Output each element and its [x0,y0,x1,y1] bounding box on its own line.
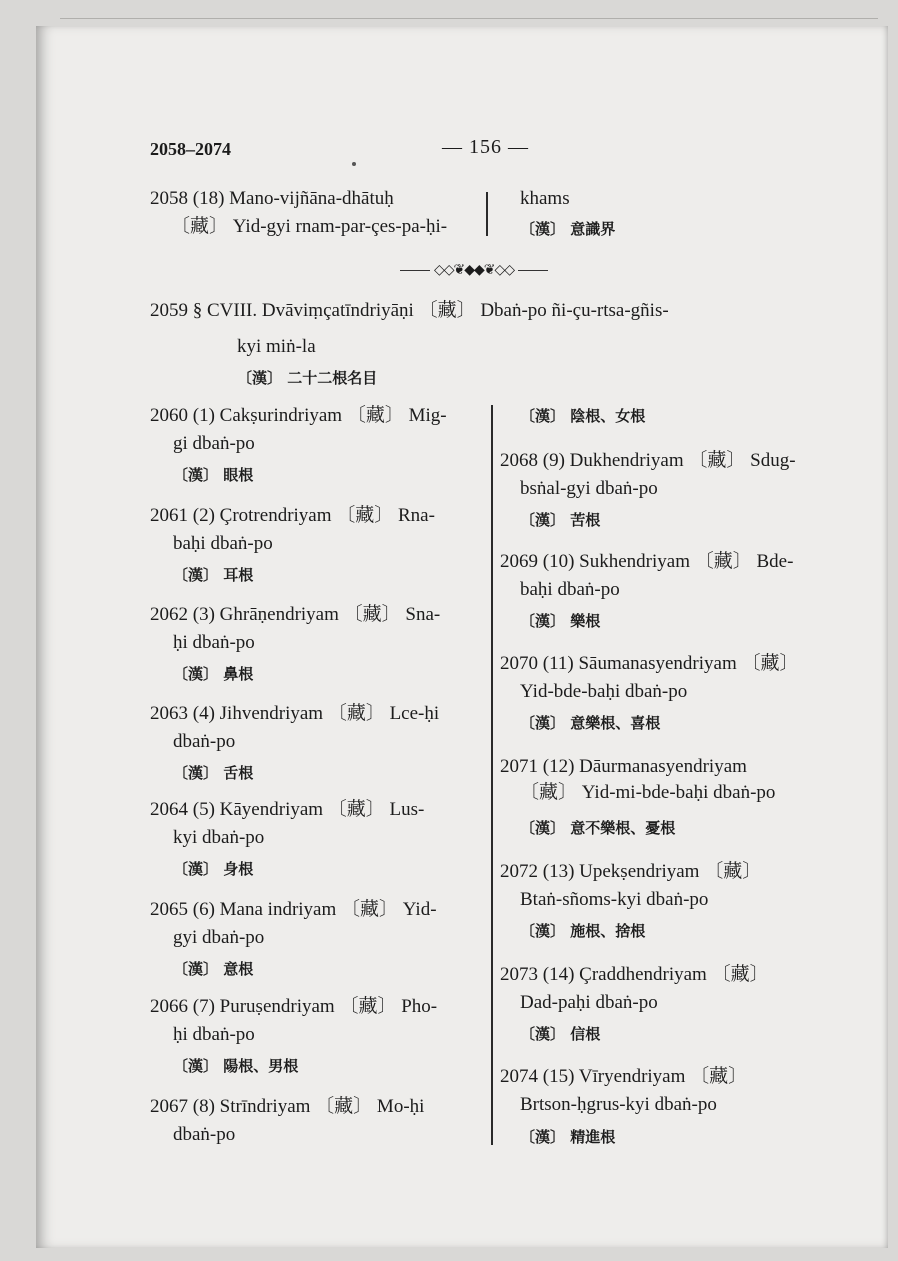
entry-line: 2074 (15) Vīryendriyam 〔藏〕 [500,1066,748,1087]
entry-line: 〔漢〕 樂根 [520,612,601,630]
entry-line: 2058 (18) Mano-vijñāna-dhātuḥ [150,188,394,209]
entry-line: 〔漢〕 施根、捨根 [520,922,646,940]
entry-line: Brtson-ḥgrus-kyi dbaṅ-po [520,1094,717,1115]
entry-line: kyi dbaṅ-po [173,827,265,848]
entry-line: 〔漢〕 苦根 [520,511,601,529]
entry-line: 〔漢〕 意識界 [520,220,616,238]
entry-line: 2073 (14) Çraddhendriyam 〔藏〕 [500,964,769,985]
entry-line: 2061 (2) Çrotrendriyam 〔藏〕 Rna- [150,505,435,526]
entry-line: 〔漢〕 陰根、女根 [520,407,646,425]
entry-line: ḥi dbaṅ-po [173,1024,255,1045]
entry-line: ḥi dbaṅ-po [173,632,255,653]
entry-line: khams [520,188,570,209]
entry-line: 2062 (3) Ghrāṇendriyam 〔藏〕 Sna- [150,604,441,625]
entry-line: 〔漢〕 二十二根名目 [237,369,378,387]
entry-line: 〔藏〕 Yid-gyi rnam-par-çes-pa-ḥi- [171,216,448,237]
entry-line: 〔漢〕 意樂根、喜根 [520,714,661,732]
entry-line: 〔漢〕 意不樂根、憂根 [520,819,676,837]
top-edge-line [60,18,878,19]
entry-line: baḥi dbaṅ-po [520,579,620,600]
entry-line: 2065 (6) Mana indriyam 〔藏〕 Yid- [150,899,437,920]
entry-line: dbaṅ-po [173,1124,236,1145]
entry-line: 2064 (5) Kāyendriyam 〔藏〕 Lus- [150,799,425,820]
entry-line: 2059 § CVIII. Dvāviṃçatīndriyāṇi 〔藏〕 Dbaṅ-po ñi-çu-rtsa-gñis- [150,300,669,321]
entry-line: 2067 (8) Strīndriyam 〔藏〕 Mo-ḥi [150,1096,425,1117]
entry-line: 〔漢〕 舌根 [173,764,254,782]
entry-line: 〔漢〕 耳根 [173,566,254,584]
entry-line: gi dbaṅ-po [173,433,255,454]
entry-line: 2060 (1) Cakṣurindriyam 〔藏〕 Mig- [150,405,447,426]
entry-line: 〔藏〕 Yid-mi-bde-baḥi dbaṅ-po [520,782,776,803]
entry-line: 2071 (12) Dāurmanasyendriyam [500,756,747,777]
entry-line: 2072 (13) Upekṣendriyam 〔藏〕 [500,861,762,882]
entry-line: 2068 (9) Dukhendriyam 〔藏〕 Sdug- [500,450,796,471]
entry-range-header: 2058–2074 [150,139,231,159]
entry-line: Dad-paḥi dbaṅ-po [520,992,658,1013]
page-number: — 156 — [442,136,529,158]
entry-line: 〔漢〕 陽根、男根 [173,1057,299,1075]
entry-line: 〔漢〕 意根 [173,960,254,978]
entry-line: Btaṅ-sñoms-kyi dbaṅ-po [520,889,709,910]
entry-line: Yid-bde-baḥi dbaṅ-po [520,681,688,702]
print-speck [352,162,356,166]
entry-line: 2070 (11) Sāumanasyendriyam 〔藏〕 [500,653,799,674]
entry-line: gyi dbaṅ-po [173,927,265,948]
column-divider-main [491,405,493,1145]
entry-line: dbaṅ-po [173,731,236,752]
entry-line: 〔漢〕 身根 [173,860,254,878]
entry-line: kyi miṅ-la [237,336,316,357]
entry-line: 〔漢〕 眼根 [173,466,254,484]
entry-line: 2063 (4) Jihvendriyam 〔藏〕 Lce-ḥi [150,703,440,724]
entry-line: 2069 (10) Sukhendriyam 〔藏〕 Bde- [500,551,794,572]
entry-line: baḥi dbaṅ-po [173,533,273,554]
entry-line: bsṅal-gyi dbaṅ-po [520,478,658,499]
entry-line: 〔漢〕 精進根 [520,1128,616,1146]
entry-line: 〔漢〕 信根 [520,1025,601,1043]
column-divider-top [486,192,488,236]
section-ornament: ◇◇❦◆◆❦◇◇ [400,262,548,279]
entry-line: 〔漢〕 鼻根 [173,665,254,683]
entry-line: 2066 (7) Puruṣendriyam 〔藏〕 Pho- [150,996,438,1017]
